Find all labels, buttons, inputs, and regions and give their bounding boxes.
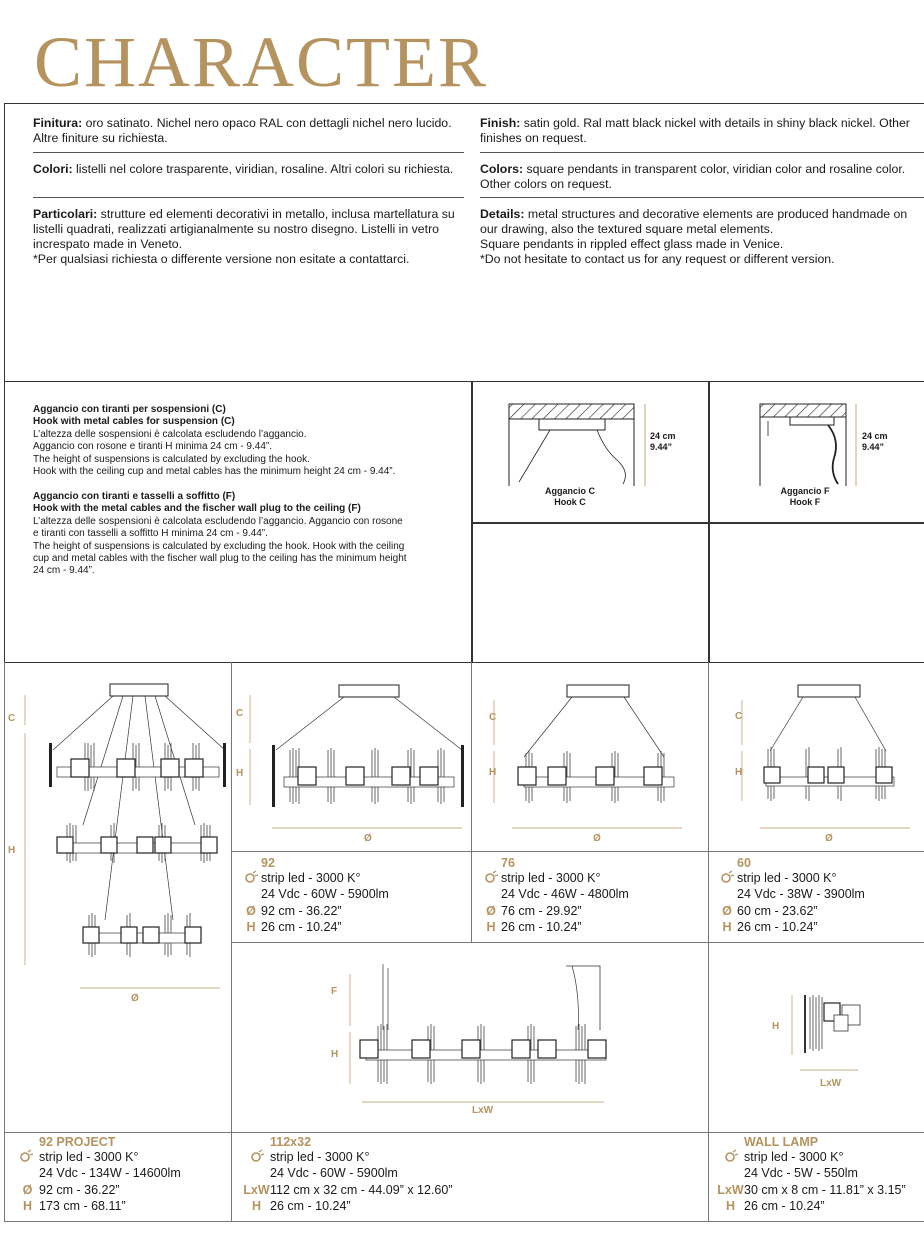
hook-line: Hook with the ceiling cup and metal cables has the minimum height 24 cm - 9.44”. [33,466,396,478]
height-value: 26 cm - 10.24” [261,919,342,934]
hook-line: The height of suspensions is calculated by excluding the hook. Hook with the ceiling [33,540,405,552]
hook-line: L’altezza delle sospensioni è calcolata escludendo l’aggancio. Aggancio con rosone [33,515,403,527]
led-icon [481,870,501,886]
dim-label-lxw: LxW [820,1078,842,1089]
hook-line: Aggancio con rosone e tiranti H minima 24 cm - 9.44”. [33,441,272,453]
product-name: WALL LAMP [744,1135,819,1149]
led-icon [241,870,261,886]
hook-c-text [33,404,463,478]
hook-line: 24 cm - 9.44”. [33,565,95,577]
led-spec: strip led - 3000 K° [270,1150,370,1164]
spec-label: Particolari: [33,207,98,221]
spec-label: Colori: [33,162,73,176]
dim-label-lxw: LxW [472,1105,494,1116]
hook-c-title-it: Aggancio con tiranti per sospensioni (C) [33,404,226,415]
hooks-divider-h [471,522,924,524]
spec-text: metal structures and decorative elements are produced handmade on our drawing, also the textured square metal elements. [480,207,908,236]
led-spec: strip led - 3000 K° [501,871,601,885]
brand-title: CHARACTER [34,22,489,102]
led-icon [717,870,737,886]
product-drawing-60 [710,665,922,850]
led-spec: strip led - 3000 K° [39,1150,139,1164]
dim-label-c: C [236,708,244,719]
power-spec: 24 Vdc - 60W - 5900lm [270,1166,398,1181]
spec-particolari [33,207,465,267]
spec-label: Finitura: [33,116,83,130]
spec-text: satin gold. Ral matt black nickel with details in shiny black nickel. Other finishes on request. [480,116,910,145]
led-spec: strip led - 3000 K° [744,1150,844,1164]
power-spec: 24 Vdc - 46W - 4800lm [501,887,629,902]
ring-1 [49,743,226,791]
dim-in: 9.44” [862,442,885,452]
spec-text: oro satinato. Nichel nero opaco RAL con dettagli nichel nero lucido. Altre finiture su richiesta. [33,116,452,145]
dim-label-c: C [489,712,497,723]
led-icon [243,1149,270,1165]
dim-key: Ø [722,903,732,918]
caption-en: Hook F [789,497,821,507]
product-drawing-92-project [5,665,230,1010]
dim-value: 30 cm x 8 cm - 11.81” x 3.15” [744,1182,906,1197]
height-value: 26 cm - 10.24” [744,1198,825,1213]
hook-c-dim [650,431,676,453]
height-key: H [486,919,496,934]
height-key: H [246,919,256,934]
dim-label-h: H [772,1021,780,1032]
product-drawing-wall-lamp [780,985,880,1085]
dim-key: LxW [717,1182,744,1197]
hook-f-text [33,491,463,578]
product-name: 76 [501,856,515,870]
product-specs-112x32 [243,1135,453,1214]
dim-label-diameter: Ø [364,833,372,844]
height-key: H [722,919,732,934]
power-spec: 24 Vdc - 5W - 550lm [744,1166,858,1181]
hook-line: cup and metal cables with the fischer wall plug to the ceiling has the minimum height [33,553,407,565]
dim-key: Ø [486,903,496,918]
product-specs-92 [241,856,389,935]
spec-details [480,207,912,267]
led-spec: strip led - 3000 K° [737,871,837,885]
ring-3 [83,913,201,957]
product-specs-wall-lamp [717,1135,906,1214]
spec-label: Details: [480,207,525,221]
spec-text: Square pendants in rippled effect glass made in Venice. [480,237,784,251]
dim-label-diameter: Ø [825,833,833,844]
spec-text: square pendants in transparent color, viridian color and rosaline color. Other colors on request. [480,162,906,191]
product-name: 60 [737,856,751,870]
dim-value: 92 cm - 36.22” [39,1182,120,1197]
dim-label-h: H [489,767,497,778]
caption-it: Aggancio C [544,486,595,496]
product-specs-76 [481,856,629,935]
power-spec: 24 Vdc - 60W - 5900lm [261,887,389,902]
dim-value: 112 cm x 32 cm - 44.09” x 12.60” [270,1182,453,1197]
dim-label-h: H [331,1049,339,1060]
dim-in: 9.44” [650,442,673,452]
dim-label-diameter: Ø [131,993,139,1004]
product-name: 112x32 [270,1135,312,1149]
dim-value: 76 cm - 29.92” [501,903,582,918]
product-drawing-76 [472,665,707,850]
product-specs-60 [717,856,865,935]
hook-line: The height of suspensions is calculated by excluding the hook. [33,453,310,465]
dim-label-f: F [331,986,338,997]
spec-colors [480,162,912,192]
dim-key: Ø [22,1182,33,1197]
grid-line [231,942,924,943]
product-name: 92 [261,856,275,870]
dim-value: 92 cm - 36.22” [261,903,342,918]
spec-finish [480,116,912,146]
product-specs-92-project [16,1135,181,1214]
led-icon [16,1149,36,1165]
dim-label-c: C [735,711,743,722]
hook-f-dim [862,431,888,453]
hook-line: L’altezza delle sospensioni è calcolata escludendo l’aggancio. [33,428,307,440]
height-value: 26 cm - 10.24” [270,1198,351,1213]
spec-finitura [33,116,465,146]
spec-text: strutture ed elementi decorativi in metallo, inclusa martellatura su listelli quadrati, realizzati artigianalmente su nostro disegno. Listelli in vetro increspato made in Veneto. [33,207,455,251]
hook-f-diagram [756,400,861,490]
dim-label-h: H [8,845,16,856]
hook-f-title-en: Hook with the metal cables and the fischer wall plug to the ceiling (F) [33,503,361,515]
divider [33,152,464,153]
spec-note: *Per qualsiasi richiesta o differente versione non esitate a contattarci. [33,252,410,266]
caption-en: Hook C [554,497,586,507]
height-value: 173 cm - 68.11” [39,1198,126,1213]
caption-it: Aggancio F [780,486,830,496]
spec-note: *Do not hesitate to contact us for any request or different version. [480,252,835,266]
hook-c-caption [520,486,620,508]
hook-f-caption [755,486,855,508]
dim-cm: 24 cm [862,431,888,441]
spec-label: Finish: [480,116,521,130]
hook-c-title-en: Hook with metal cables for suspension (C) [33,416,235,428]
dim-key: LxW [243,1182,270,1197]
product-drawing-112x32 [232,944,708,1130]
dim-value: 60 cm - 23.62” [737,903,818,918]
spec-text: listelli nel colore trasparente, viridian, rosaline. Altri colori su richiesta. [72,162,454,176]
power-spec: 24 Vdc - 134W - 14600lm [39,1166,181,1181]
led-spec: strip led - 3000 K° [261,871,361,885]
ring-2 [57,823,217,863]
dim-label-diameter: Ø [593,833,601,844]
grid-line [4,1132,924,1133]
grid-line [4,1221,924,1222]
spec-colori [33,162,465,177]
dim-label-h: H [236,768,244,779]
divider [480,152,924,153]
divider [33,197,464,198]
dim-key: Ø [246,903,256,918]
dim-label-c: C [8,713,16,724]
spec-label: Colors: [480,162,524,176]
power-spec: 24 Vdc - 38W - 3900lm [737,887,865,902]
led-icon [717,1149,744,1165]
height-key: H [22,1198,33,1213]
hook-line: e tiranti con tasselli a soffitto H minima 24 cm - 9.44”. [33,528,268,540]
product-drawing-92 [232,665,470,850]
height-key: H [251,1198,262,1213]
dim-label-h: H [735,767,743,778]
height-value: 26 cm - 10.24” [501,919,582,934]
hook-f-title-it: Aggancio con tiranti e tasselli a soffitto (F) [33,491,236,502]
dim-cm: 24 cm [650,431,676,441]
height-key: H [725,1198,736,1213]
product-name: 92 PROJECT [39,1135,116,1149]
height-value: 26 cm - 10.24” [737,919,818,934]
grid-line [231,851,924,852]
divider [480,197,924,198]
